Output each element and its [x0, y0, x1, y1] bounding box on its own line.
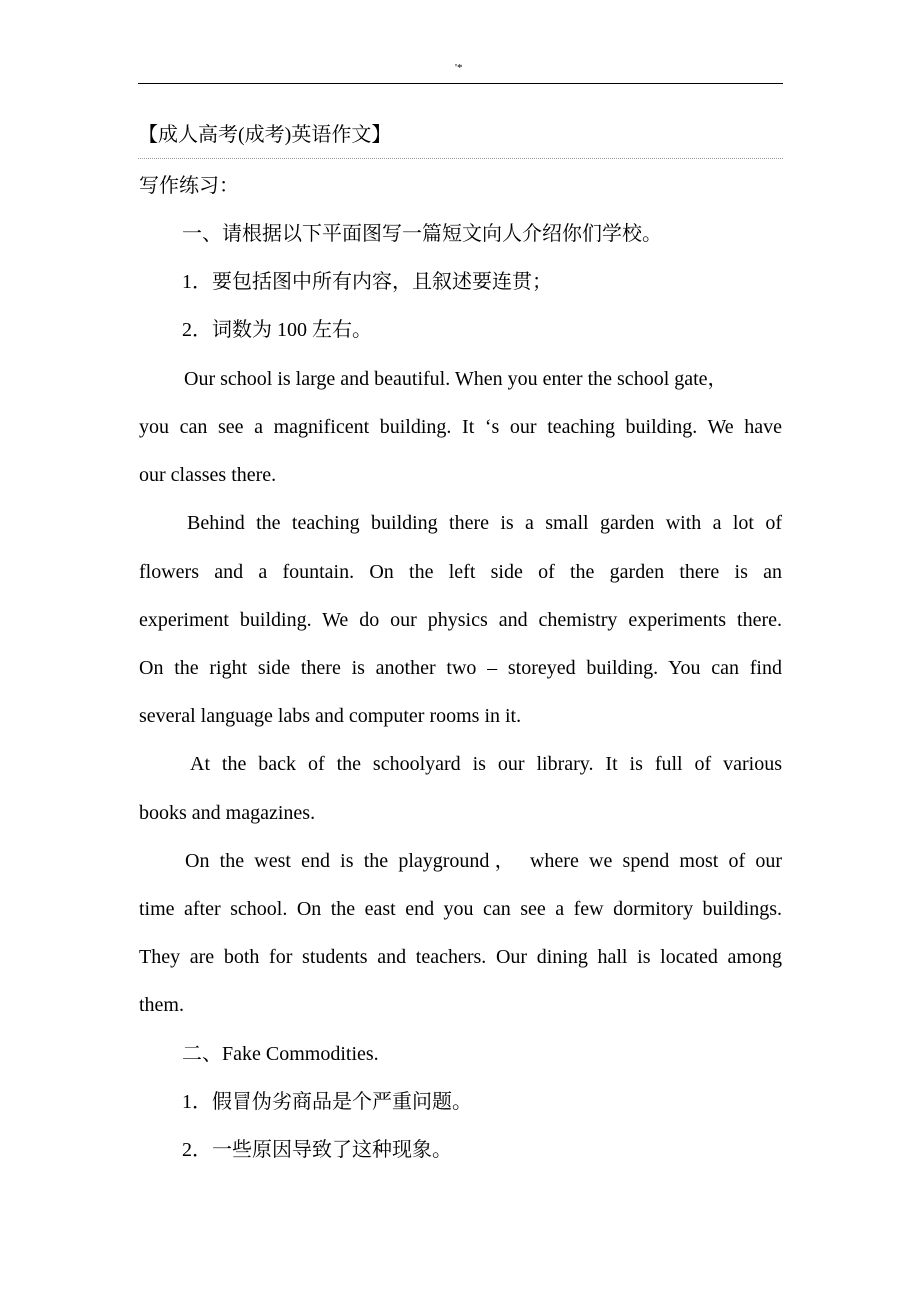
essay-line: On the west end is the playground， where we spend most of our: [185, 850, 782, 872]
essay-line: flowers and a fountain. On the left side of the garden there is an: [139, 561, 782, 583]
task1-requirement-1: 1．要包括图中所有内容，且叙述要连贯；: [182, 271, 552, 293]
essay-line: books and magazines.: [139, 802, 316, 824]
essay-line: Our school is large and beautiful. When you enter the school gate，: [184, 368, 728, 390]
essay-line: several language labs and computer rooms in it.: [139, 705, 522, 727]
header-rule: [138, 83, 783, 84]
essay-line: On the right side there is another two – storeyed building. You can find: [139, 657, 782, 679]
task1-requirement-2: 2．词数为 100 左右。: [182, 319, 372, 341]
essay-line: them.: [139, 994, 184, 1016]
task2-heading: 二、Fake Commodities.: [182, 1043, 379, 1065]
title-divider: [138, 158, 783, 159]
essay-line: our classes there.: [139, 464, 277, 486]
section-label: 写作练习：: [139, 175, 239, 197]
task1-heading: 一、请根据以下平面图写一篇短文向人介绍你们学校。: [182, 223, 662, 245]
essay-line: experiment building. We do our physics and chemistry experiments there.: [139, 609, 782, 631]
header-mark: '*: [455, 62, 463, 74]
task2-requirement-2: 2．一些原因导致了这种现象。: [182, 1139, 452, 1161]
essay-line: you can see a magnificent building. It ‘s our teaching building. We have: [139, 416, 782, 438]
page-title: 【成人高考(成考)英语作文】: [138, 124, 392, 146]
essay-line: Behind the teaching building there is a small garden with a lot of: [187, 512, 782, 534]
essay-line: time after school. On the east end you can see a few dormitory buildings.: [139, 898, 782, 920]
task2-requirement-1: 1．假冒伪劣商品是个严重问题。: [182, 1091, 472, 1113]
essay-line: They are both for students and teachers. Our dining hall is located among: [139, 946, 782, 968]
essay-line: At the back of the schoolyard is our library. It is full of various: [190, 753, 782, 775]
